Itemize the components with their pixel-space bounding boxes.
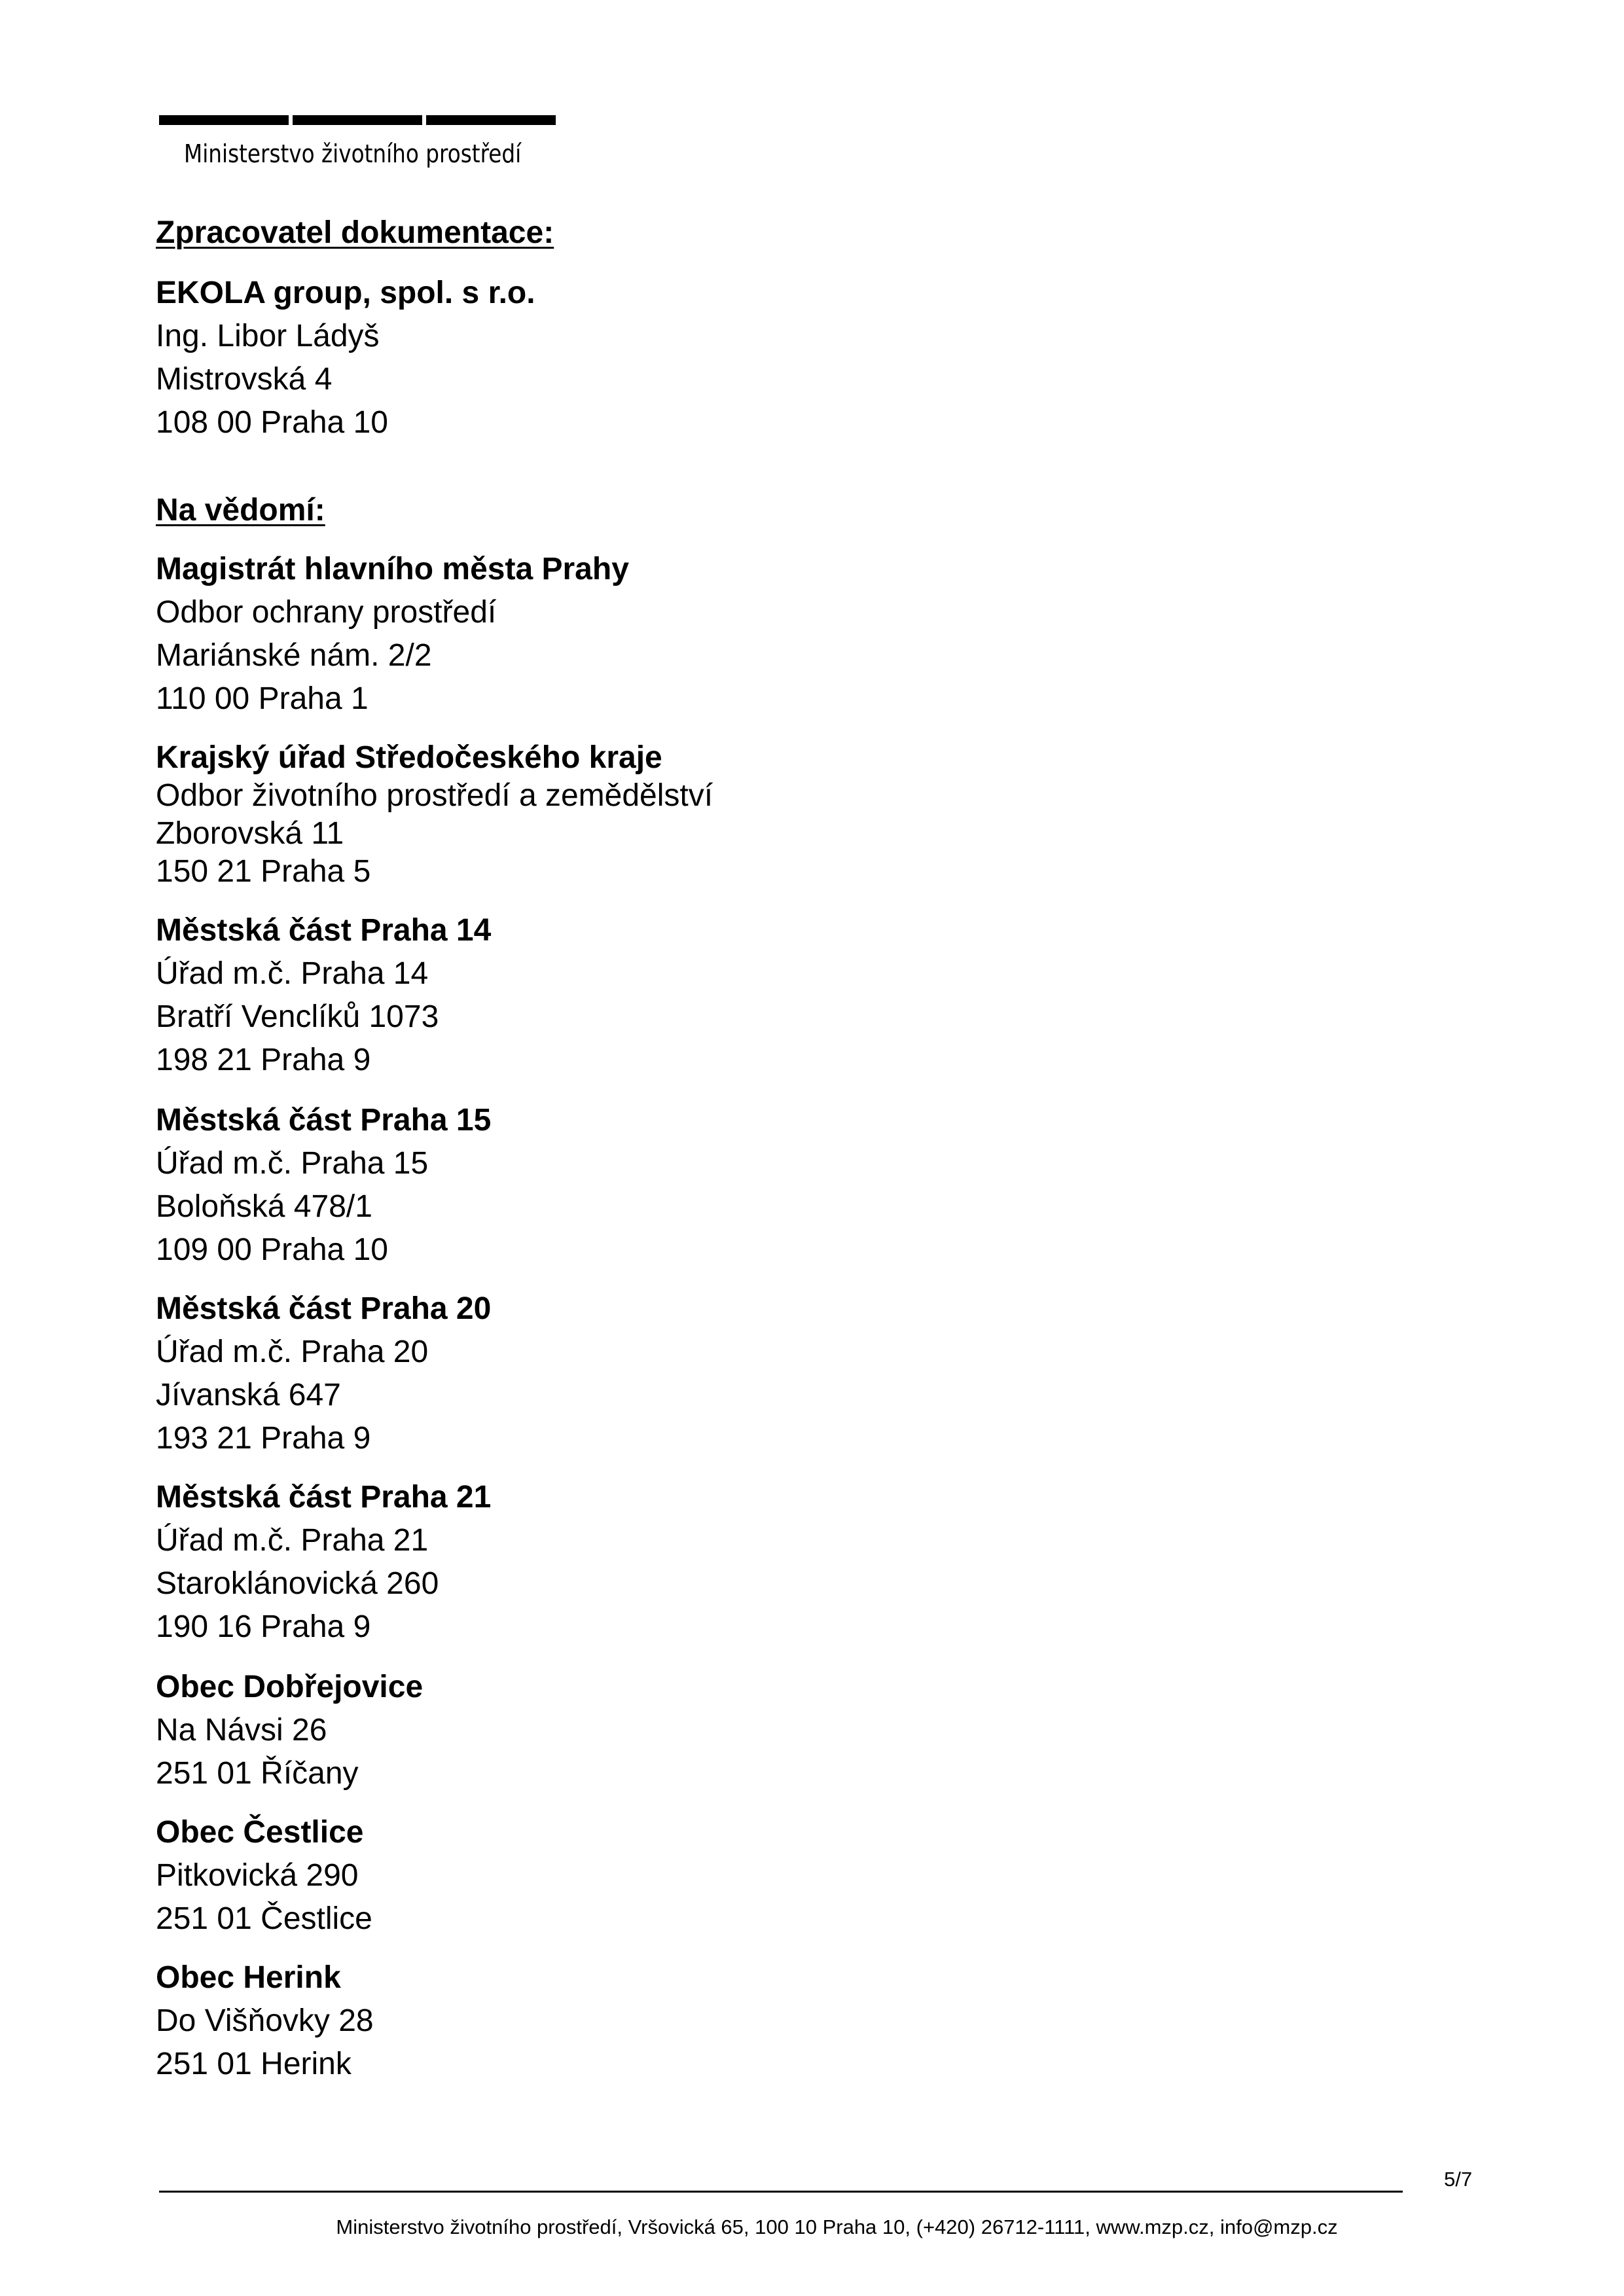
ministry-logo-bars <box>159 115 558 125</box>
recipient-line: Boloňská 478/1 <box>156 1189 372 1224</box>
recipient-line: Jívanská 647 <box>156 1378 341 1412</box>
recipient-line: Staroklánovická 260 <box>156 1566 439 1601</box>
logo-bar <box>159 115 289 125</box>
recipient-line: Bratří Venclíků 1073 <box>156 999 439 1034</box>
recipient-line: 193 21 Praha 9 <box>156 1421 371 1456</box>
recipient-name: Obec Dobřejovice <box>156 1670 424 1704</box>
recipient-line: 251 01 Říčany <box>156 1756 359 1791</box>
recipient-line: Úřad m.č. Praha 15 <box>156 1146 429 1181</box>
recipient-name: Městská část Praha 21 <box>156 1480 492 1515</box>
recipient-line: 251 01 Herink <box>156 2047 352 2081</box>
recipient-line: 150 21 Praha 5 <box>156 854 371 889</box>
footer-divider <box>159 2191 1403 2193</box>
recipient-line: Odbor ochrany prostředí <box>156 595 497 630</box>
recipient-name: Městská část Praha 20 <box>156 1291 492 1326</box>
footer-contact: Ministerstvo životního prostředí, Vršovická 65, 100 10 Praha 10, (+420) 26712-1111, www.mzp.cz, info@mzp.cz <box>336 2215 1338 2238</box>
recipient-name: Městská část Praha 15 <box>156 1103 492 1138</box>
recipient-name: Magistrát hlavního města Prahy <box>156 552 629 586</box>
recipient-line: Úřad m.č. Praha 20 <box>156 1335 429 1369</box>
recipient-line: Na Návsi 26 <box>156 1713 327 1748</box>
recipient-name: Obec Herink <box>156 1960 341 1995</box>
processor-city: 108 00 Praha 10 <box>156 405 388 440</box>
recipient-line: 110 00 Praha 1 <box>156 681 369 716</box>
recipient-line: Do Višňovky 28 <box>156 2003 374 2038</box>
recipient-name: Obec Čestlice <box>156 1815 364 1850</box>
recipient-line: 190 16 Praha 9 <box>156 1609 371 1644</box>
recipient-line: Zborovská 11 <box>156 816 344 851</box>
logo-bar <box>426 115 556 125</box>
processor-street: Mistrovská 4 <box>156 362 333 397</box>
recipient-line: Úřad m.č. Praha 21 <box>156 1523 429 1558</box>
recipient-line: 251 01 Čestlice <box>156 1901 372 1936</box>
recipient-line: 109 00 Praha 10 <box>156 1232 388 1267</box>
logo-bar <box>293 115 422 125</box>
page-number: 5/7 <box>1444 2168 1473 2191</box>
processor-name: EKOLA group, spol. s r.o. <box>156 276 535 310</box>
recipient-name: Městská část Praha 14 <box>156 913 492 948</box>
recipient-line: 198 21 Praha 9 <box>156 1043 371 1077</box>
recipient-line: Úřad m.č. Praha 14 <box>156 956 429 991</box>
recipient-name: Krajský úřad Středočeského kraje <box>156 740 662 775</box>
processor-contact: Ing. Libor Ládyš <box>156 319 380 353</box>
processor-heading: Zpracovatel dokumentace: <box>156 215 554 250</box>
recipient-line: Odbor životního prostředí a zemědělství <box>156 778 713 813</box>
cc-heading: Na vědomí: <box>156 493 325 528</box>
recipient-line: Pitkovická 290 <box>156 1858 359 1893</box>
recipient-line: Mariánské nám. 2/2 <box>156 638 432 673</box>
ministry-logo-text: Ministerstvo životního prostředí <box>184 139 522 168</box>
